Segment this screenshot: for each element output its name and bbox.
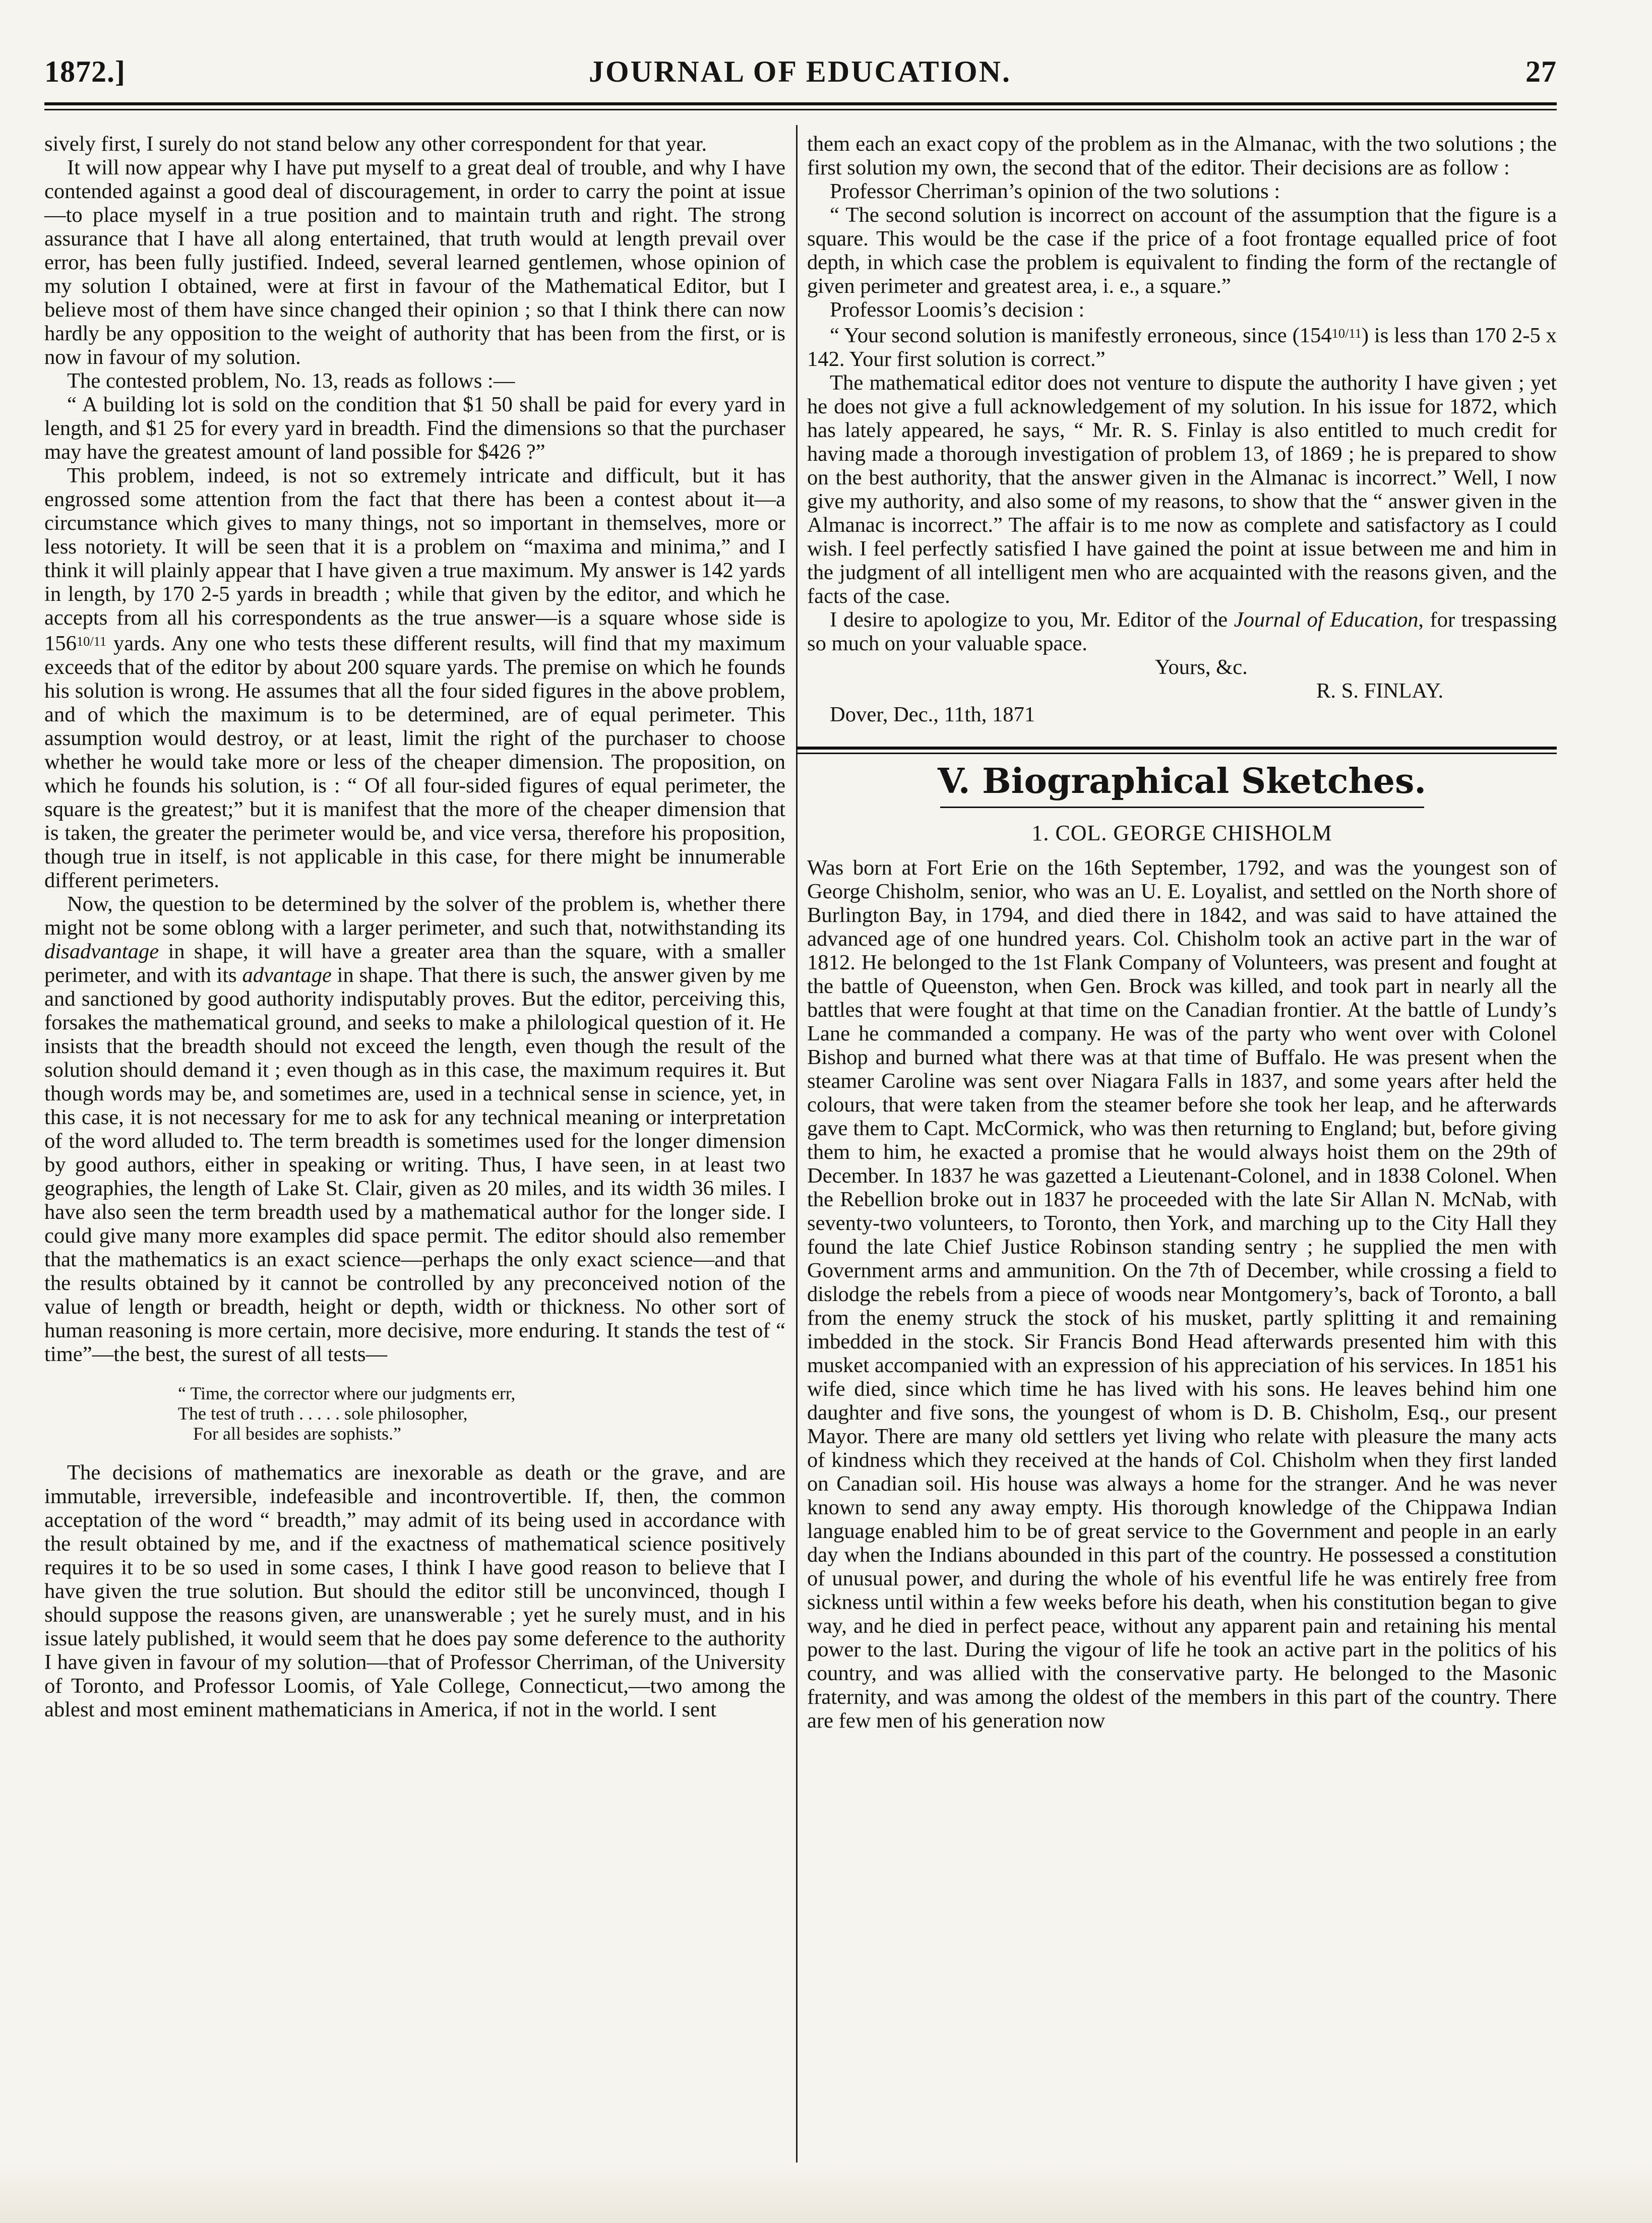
dateline: Dover, Dec., 11th, 1871 bbox=[830, 703, 1035, 727]
left-column bbox=[44, 132, 785, 1721]
running-header bbox=[44, 54, 1557, 94]
paragraph: Now, the question to be determined by the solver of the problem is, whether there might not be some oblong with a larger perimeter, and such that, notwithstanding its disadvantage in shape, it will have a greater area than the square, with a smaller perimeter, and with its advantage in shape. That there is such, the answer given by me and sanctioned by good authority indisputably proves. But the editor, perceiving this, forsakes the mathematical ground, and seeks to make a philological question of it. He insists that the breadth should not exceed the length, even though the result of the solution should demand it ; even though as in this case, the maximum requires it. But though words may be, and sometimes are, used in a technical sense in science, yet, in this case, it is not necessary for me to ask for any technical meaning or interpretation of the word alluded to. The term breadth is sometimes used for the longer dimension by good authors, either in speaking or writing. Thus, I have seen, in at least two geographies, the length of Lake St. Clair, given as 20 miles, and its width 36 miles. I have also seen the term breadth used by a mathematical author for the longer side. I could give many more examples did space permit. The editor should also remember that the mathematics is an exact science—perhaps the only exact science—and that the results obtained by it cannot be controlled by any preconceived notion of the value of length or breadth, height or depth, width or thickness. No other sort of human reasoning is more certain, more decisive, more enduring. It stands the test of “ time”—the best, the surest of all tests— bbox=[44, 892, 786, 1367]
paragraph: The contested problem, No. 13, reads as follows :— bbox=[67, 369, 515, 393]
header-rule-thick bbox=[44, 102, 1557, 105]
problem-quote: “ A building lot is sold on the condition that $1 50 shall be paid for every yard in length, and $1 25 for every yard in breadth. Find the dimensions so that the purchaser may have the greatest amount of land possible for $426 ?” bbox=[44, 393, 785, 464]
signature-name: R. S. FINLAY. bbox=[1316, 679, 1444, 703]
fraction: 10/11 bbox=[1331, 326, 1362, 341]
section-rule-thick bbox=[796, 747, 1557, 750]
header-rule-thin bbox=[44, 109, 1557, 110]
paragraph: The decisions of mathematics are inexorable as death or the grave, and are immutable, irreversible, indefeasible and incontrovertible. If, then, the common acceptation of the word “ breadth,” may admit of its being used in accordance with the result obtained by me, and if the exactness of mathematical science positively requires it to be so used in some cases, I think I have good reason to believe that I have given the true solution. But should the editor still be unconvinced, though I should suppose the reasons given, are unanswerable ; yet he surely must, and in his issue lately published, it would seem that he does pay some deference to the authority I have given in favour of my solution—that of Professor Cherriman, of the University of Toronto, and Professor Loomis, of Yale College, Connecticut,—two among the ablest and most eminent mathematicians in America, if not in the world. I sent bbox=[44, 1461, 785, 1722]
header-year: 1872.] bbox=[44, 55, 126, 88]
paragraph: It will now appear why I have put myself to a great deal of trouble, and why I have contended against a good deal of discouragement, in order to carry the point at issue—to place myself in a true position and to maintain truth and right. The strong assurance that I have all along entertained, that truth would at length prevail over error, has been fully justified. Indeed, several learned gentlemen, whose opinion of my solution I obtained, were at first in favour of the Mathematical Editor, but I believe most of them have since changed their opinion ; so that I think there can now hardly be any opposition to the weight of authority that has been from the first, or is now in favour of my solution. bbox=[44, 156, 785, 369]
paragraph: This problem, indeed, is not so extremely intricate and difficult, but it has engrossed some attention from the fact that there has been a contest about it—a circumstance which gives to many things, not so important in themselves, more or less notoriety. It will be seen that it is a problem on “maxima and minima,” and I think it will plainly appear that I have given a true maximum. My answer is 142 yards in length, by 170 2-5 yards in breadth ; while that given by the editor, and which he accepts from all his correspondents as the true answer—is a square whose side is $156^{10/11}$ yards. Any one who tests these different results, will find that my maximum exceeds that of the editor by about 200 square yards. The premise on which he founds his solution is wrong. He assumes that all the four sided figures in the above problem, and of which the maximum is to be determined, are of equal perimeter. This assumption would destroy, or at least, limit the right of the purchaser to choose whether he would take more or less of the cheaper dimension. The proposition, on which he founds his solution, is : “ Of all four-sided figures of equal perimeter, the square is the greatest;” but it is manifest that the more of the cheaper dimension that is taken, the greater the perimeter would be, and vice versa, therefore his proposition, though true in itself, is not applicable in this case, for there might be innumerable different perimeters. bbox=[44, 464, 785, 893]
fraction: 10/11 bbox=[76, 634, 107, 649]
paragraph: Professor Cherriman’s opinion of the two solutions : bbox=[830, 179, 1280, 203]
signature-closing: Yours, &c. bbox=[1155, 655, 1248, 680]
paragraph: them each an exact copy of the problem as in the Almanac, with the two solutions ; the first solution my own, the second that of the editor. Their decisions are as follow : bbox=[807, 132, 1557, 179]
cherriman-quote: “ The second solution is incorrect on account of the assumption that the figure is a square. This would be the case if the price of a foot frontage equalled price of foot depth, in which case the problem is equivalent to finding the form of the rectangle of given perimeter and greatest area, i. e., a square.” bbox=[807, 203, 1557, 298]
right-column bbox=[807, 132, 1557, 1733]
loomis-quote: “ Your second solution is manifestly erroneous, since $(154^{10/11})$ is less than 170 2-5 x 142. Your first solution is correct.” bbox=[807, 324, 1557, 372]
page-bottom-margin bbox=[0, 2163, 1652, 2223]
paragraph: Professor Loomis’s decision : bbox=[830, 298, 1085, 322]
paragraph: sively first, I surely do not stand below any other correspondent for that year. bbox=[44, 132, 707, 156]
header-page-number: 27 bbox=[1525, 55, 1557, 88]
biography-text: Was born at Fort Erie on the 16th September, 1792, and was the youngest son of George Chisholm, senior, who was an U. E. Loyalist, and settled on the North shore of Burlington Bay, in 1794, and died there in 1842, and was said to have attained the advanced age of one hundred years. Col. Chisholm took an active part in the war of 1812. He belonged to the 1st Flank Company of Volunteers, was present and fought at the battle of Queenston, when Gen. Brock was killed, and took part in nearly all the battles that were fought at that time on the Canadian frontier. At the battle of Lundy’s Lane he commanded a company. He was of the party who went over with Colonel Bishop and burned what there was at that time of Buffalo. He was present when the steamer Caroline was sent over Niagara Falls in 1837, and some years after held the colours, that were taken from the steamer before she took her leap, and he afterwards gave them to Capt. McCormick, who was then returning to England; but, before giving them to him, he exacted a promise that he would always hoist them on the 29th of December. In 1837 he was gazetted a Lieutenant-Colonel, and in 1838 Colonel. When the Rebellion broke out in 1837 he proceeded with the late Sir Allan N. McNab, with seventy-two volunteers, to Toronto, then York, and marching up to the City Hall they found the late Chief Justice Robinson standing sentry ; he supplied the men with Government arms and ammunition. On the 7th of December, while crossing a field to dislodge the rebels from a piece of woods near Montgomery’s, back of Toronto, a ball from the enemy struck the stock of his musket, partly splitting it and remaining imbedded in the stock. Sir Francis Bond Head afterwards presented him with this musket accompanied with an expression of his appreciation of his services. In 1851 his wife died, since which time he has lived with his sons. He leaves behind him one daughter and five sons, the youngest of whom is D. B. Chisholm, Esq., our present Mayor. There are many old settlers yet living who relate with pleasure the many acts of kindness which they received at the hands of Col. Chisholm when they first landed on Canadian soil. His house was always a home for the stranger. And he was never known to send any away empty. His thorough knowledge of the Chippawa Indian language enabled him to be of great service to the Government and people in an early day when the Indians abounded in this part of the country. He possessed a constitution of unusual power, and during the whole of his eventful life he was entirely free from sickness until within a few weeks before his death, when his constitution began to give way, and he died in perfect peace, without any apparent pain and retaining his mental power to the last. During the vigour of life he took an active part in the politics of his country, and was allied with the conservative party. He belonged to the Masonic fraternity, and was among the oldest of the members in this part of the country. There are few men of his generation now bbox=[807, 856, 1557, 1733]
column-divider bbox=[796, 125, 798, 2187]
article-title: 1. COL. GEORGE CHISHOLM bbox=[1031, 821, 1332, 846]
section-title: V. Biographical Sketches. bbox=[937, 761, 1427, 802]
verse-quote: “ Time, the corrector where our judgments err, The test of truth . . . . . sole philosopher, For all besides are sophists.” bbox=[178, 1383, 516, 1444]
paragraph: I desire to apologize to you, Mr. Editor of the Journal of Education, for trespassing so much on your valuable space. bbox=[807, 608, 1557, 656]
section-rule-thin bbox=[796, 753, 1557, 754]
paragraph: The mathematical editor does not venture to dispute the authority I have given ; yet he does not give a full acknowledgement of my solution. In his issue for 1872, which has lately appeared, he says, “ Mr. R. S. Finlay is also entitled to much credit for having made a thorough investigation of problem 13, of 1869 ; he is prepared to show on the best authority, that the answer given in the Almanac is incorrect.” Well, I now give my authority, and also some of my reasons, to show that the “ answer given in the Almanac is incorrect.” The affair is to me now as complete and satisfactory as I could wish. I feel perfectly satisfied I have gained the point at issue between me and him in the judgment of all intelligent men who are acquainted with the reasons given, and the facts of the case. bbox=[807, 371, 1557, 608]
header-journal-title: JOURNAL OF EDUCATION. bbox=[589, 55, 1012, 88]
section-title-underline bbox=[940, 807, 1424, 808]
